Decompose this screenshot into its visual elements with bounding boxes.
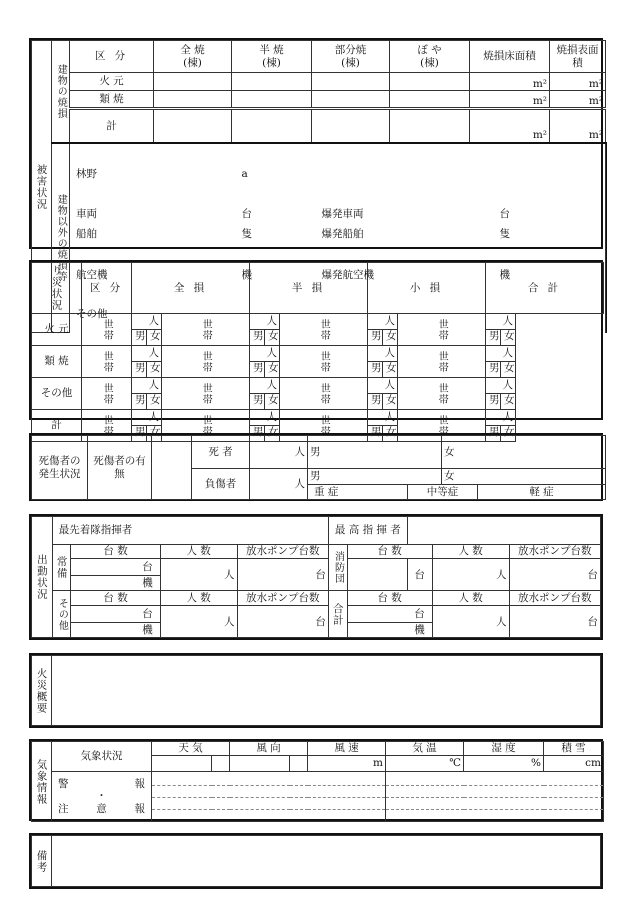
wind-speed-cell[interactable]: m: [308, 756, 386, 772]
regular-aircraft-unit: 機: [135, 576, 160, 591]
regular-people-cell[interactable]: 人: [160, 559, 237, 591]
row-origin-label: 火 元: [70, 73, 154, 91]
male-label: 男: [368, 426, 383, 441]
male-label: 男: [368, 394, 383, 409]
male-label: 男: [250, 426, 265, 441]
bokeya-header: ぼ や (棟): [390, 41, 470, 73]
person-count-cell[interactable]: 人: [250, 410, 280, 426]
bokeya-spread-cell[interactable]: [390, 91, 470, 109]
floor-area-spread-cell[interactable]: m²: [470, 91, 550, 109]
other-aircraft-cell[interactable]: [71, 623, 135, 638]
victims-row-label: 類 焼: [32, 346, 82, 378]
person-count-cell[interactable]: 人: [250, 378, 280, 394]
gender-split-cell[interactable]: [486, 394, 516, 410]
female-label: 女: [150, 394, 161, 406]
person-count-cell[interactable]: 人: [368, 314, 398, 330]
full-burn-spread-cell[interactable]: [154, 91, 232, 109]
household-label: 世帯: [398, 314, 486, 346]
half-burn-header: 半 焼 (棟): [232, 41, 312, 73]
other-pump-header: 放水ポンプ台数: [237, 591, 328, 606]
casualty-table: [31, 435, 606, 500]
female-label: 女: [268, 362, 279, 374]
bokeya-origin-cell[interactable]: [390, 73, 470, 91]
female-label: 女: [504, 426, 515, 438]
exploded-ship-label: 爆発船舶: [321, 228, 364, 241]
injured-label: 負傷者: [192, 469, 250, 500]
bokeya-total-cell[interactable]: [390, 109, 470, 143]
household-label: 世帯: [280, 378, 368, 410]
female-label: 女: [150, 330, 161, 342]
half-loss-header: 半 損: [250, 263, 368, 314]
snow-cell[interactable]: cm: [544, 756, 604, 772]
exploded-ship-unit: 隻: [499, 228, 510, 241]
male-label: 男: [250, 330, 265, 345]
sky-cell-2[interactable]: [212, 756, 230, 772]
other-vehicle-cell[interactable]: [71, 606, 135, 623]
dead-label: 死 者: [192, 436, 250, 469]
household-label: 世帯: [82, 410, 132, 442]
casualty-presence-label: 死傷者の有無: [88, 436, 152, 500]
male-label: 男: [250, 362, 265, 377]
sum-vehicle-cell[interactable]: [347, 606, 407, 623]
dispatch-table: [31, 516, 601, 638]
moderate-label: 中等症: [408, 485, 478, 500]
exploded-vehicle-unit: 台: [499, 208, 510, 221]
weather-col-temp: 気 温: [386, 742, 464, 756]
half-burn-origin-cell[interactable]: [232, 73, 312, 91]
volunteer-label: 消防団: [328, 544, 347, 591]
casualty-presence-cell[interactable]: [152, 436, 192, 500]
person-count-cell[interactable]: 人: [486, 410, 516, 426]
forest-unit: a: [232, 143, 312, 205]
sum-aircraft-cell[interactable]: [347, 623, 407, 638]
female-label: 女: [386, 330, 397, 342]
female-label: 女: [268, 330, 279, 342]
warning-line-2b[interactable]: [386, 786, 604, 798]
ship-label: 船舶: [76, 228, 97, 241]
row-spread-label: 類 焼: [70, 91, 154, 109]
male-label: 男: [486, 362, 501, 377]
aircraft-label: 航空機: [76, 268, 108, 281]
person-count-cell[interactable]: 人: [368, 346, 398, 362]
weather-col-snow: 積 雪: [544, 742, 604, 756]
male-label: 男: [486, 426, 501, 441]
regular-people-header: 人 数: [160, 544, 237, 559]
weather-col-wind-speed: 風 速: [308, 742, 386, 756]
volunteer-vehicle-cell[interactable]: [347, 559, 407, 591]
aircraft-unit: 機: [241, 268, 252, 281]
surface-area-total-cell[interactable]: m²: [550, 109, 606, 143]
gender-split-cell[interactable]: [132, 394, 162, 410]
victims-table: [31, 262, 604, 442]
forest-label: 林野: [70, 143, 232, 205]
other-aircraft-unit: 機: [135, 623, 160, 638]
sum-label: 合計: [328, 591, 347, 638]
victims-row-label: 計: [32, 410, 82, 442]
ship-unit: 隻: [241, 228, 252, 241]
regular-vehicle-cell[interactable]: [71, 559, 135, 576]
male-label: 男: [132, 394, 147, 409]
person-count-cell[interactable]: 人: [368, 378, 398, 394]
female-label: 女: [504, 394, 515, 406]
weather-status-label: 気象状況: [52, 742, 152, 772]
gender-split-cell[interactable]: [132, 330, 162, 346]
weather-col-wind-dir: 風 向: [230, 742, 308, 756]
household-label: 世帯: [280, 314, 368, 346]
partial-burn-header: 部分焼 (棟): [312, 41, 390, 73]
humidity-cell[interactable]: %: [464, 756, 544, 772]
partial-burn-spread-cell[interactable]: [312, 91, 390, 109]
male-label: 男: [368, 362, 383, 377]
victims-row-label: 火 元: [32, 314, 82, 346]
male-label: 男: [486, 394, 501, 409]
other-units-label: その他: [52, 591, 71, 638]
remarks-table: [31, 835, 601, 887]
vehicle-label: 車両: [76, 208, 97, 221]
gender-split-cell[interactable]: [250, 394, 280, 410]
gender-split-cell[interactable]: [368, 362, 398, 378]
casualty-section: [29, 433, 603, 501]
warning-line-4[interactable]: [152, 810, 386, 822]
dead-count-cell[interactable]: 人: [250, 436, 308, 469]
person-count-cell[interactable]: 人: [132, 314, 162, 330]
other-damage-label: 建物以外の焼損等: [52, 143, 70, 333]
remarks-label: 備考: [32, 836, 52, 887]
half-burn-spread-cell[interactable]: [232, 91, 312, 109]
dispatch-section: [29, 514, 603, 640]
temp-cell[interactable]: ℃: [386, 756, 464, 772]
damage-section-label: 被害状況: [32, 41, 52, 333]
dead-male-cell[interactable]: 男: [308, 436, 442, 469]
surface-area-spread-cell[interactable]: m²: [550, 91, 606, 109]
sum-people-cell[interactable]: 人: [432, 606, 509, 638]
warning-line-3[interactable]: [152, 798, 386, 810]
warning-advisory-label: 警 報 ・ 注 意 報: [52, 772, 152, 822]
victims-section-label: り災状況: [32, 263, 82, 314]
household-label: 世帯: [82, 378, 132, 410]
full-burn-origin-cell[interactable]: [154, 73, 232, 91]
partial-burn-total-cell[interactable]: [312, 109, 390, 143]
first-commander-label: 最先着隊指揮者: [52, 517, 328, 545]
casualty-section-label: 死傷者の発生状況: [32, 436, 88, 500]
row-total-label: 計: [70, 109, 154, 143]
forest-sub: [312, 143, 470, 205]
regular-aircraft-cell[interactable]: [71, 576, 135, 591]
person-count-cell[interactable]: 人: [250, 346, 280, 362]
summary-section: [29, 653, 603, 728]
volunteer-count-header: 台 数: [347, 544, 432, 559]
household-label: 世帯: [82, 314, 132, 346]
household-label: 世帯: [398, 378, 486, 410]
household-label: 世帯: [398, 410, 486, 442]
sum-count-header: 台 数: [347, 591, 432, 606]
sum-aircraft-unit: 機: [407, 623, 432, 638]
female-label: 女: [150, 362, 161, 374]
victims-category-header: 区 分: [82, 263, 132, 314]
half-burn-total-cell[interactable]: [232, 109, 312, 143]
other-people-cell[interactable]: 人: [160, 606, 237, 638]
gender-split-cell[interactable]: [250, 330, 280, 346]
victims-row-label: その他: [32, 378, 82, 410]
regular-vehicle-unit: 台: [135, 559, 160, 576]
sum-people-header: 人 数: [432, 591, 509, 606]
small-loss-header: 小 損: [368, 263, 486, 314]
gender-split-cell[interactable]: [486, 362, 516, 378]
warning-line-2[interactable]: [152, 786, 386, 798]
female-label: 女: [386, 426, 397, 438]
category-header: 区 分: [70, 41, 154, 73]
partial-burn-origin-cell[interactable]: [312, 73, 390, 91]
female-label: 女: [386, 362, 397, 374]
gender-split-cell[interactable]: [368, 394, 398, 410]
regular-count-header: 台 数: [71, 544, 160, 559]
household-label: 世帯: [162, 378, 250, 410]
person-count-cell[interactable]: 人: [132, 410, 162, 426]
household-label: 世帯: [82, 346, 132, 378]
other-vehicle-unit: 台: [135, 606, 160, 623]
floor-area-header: 焼損床面積: [470, 41, 550, 73]
male-label: 男: [132, 330, 147, 345]
wind-dir-cell-2[interactable]: [290, 756, 308, 772]
severe-label: 重 症: [308, 485, 408, 500]
warning-line-3b[interactable]: [386, 798, 604, 810]
gender-split-cell[interactable]: [250, 362, 280, 378]
surface-area-origin-cell[interactable]: m²: [550, 73, 606, 91]
remarks-text-area[interactable]: [52, 836, 601, 887]
person-count-cell[interactable]: 人: [250, 314, 280, 330]
male-label: 男: [250, 394, 265, 409]
floor-area-origin-cell[interactable]: m²: [470, 73, 550, 91]
female-label: 女: [504, 362, 515, 374]
sum-vehicle-unit: 台: [407, 606, 432, 623]
exploded-aircraft-label: 爆発航空機: [321, 268, 374, 281]
exploded-vehicle-label: 爆発車両: [321, 208, 364, 221]
summary-text-area[interactable]: [52, 656, 601, 726]
volunteer-pump-header: 放水ポンプ台数: [509, 544, 600, 559]
household-label: 世帯: [162, 410, 250, 442]
volunteer-vehicle-unit: 台: [407, 559, 432, 591]
female-label: 女: [268, 426, 279, 438]
injured-male-cell[interactable]: 男: [308, 469, 442, 485]
male-label: 男: [132, 426, 147, 441]
volunteer-people-header: 人 数: [432, 544, 509, 559]
forest-sub-unit: [470, 143, 606, 205]
dead-female-cell[interactable]: 女: [442, 436, 606, 469]
victims-section: [29, 260, 603, 438]
total-header: 合 計: [486, 263, 604, 314]
person-count-cell[interactable]: 人: [486, 378, 516, 394]
male-label: 男: [368, 330, 383, 345]
weather-col-sky: 天 気: [152, 742, 230, 756]
light-label: 軽 症: [478, 485, 606, 500]
surface-area-header: 焼損表面積: [550, 41, 606, 73]
warning-line-1[interactable]: [152, 772, 386, 786]
sky-cell[interactable]: [152, 756, 212, 772]
full-burn-total-cell[interactable]: [154, 109, 232, 143]
top-commander-cell[interactable]: [407, 517, 600, 545]
female-label: 女: [268, 394, 279, 406]
floor-area-total-cell[interactable]: m²: [470, 109, 550, 143]
regular-pump-header: 放水ポンプ台数: [237, 544, 328, 559]
female-label: 女: [150, 426, 161, 438]
regular-pump-cell[interactable]: 台: [237, 559, 328, 591]
building-damage-label: 建物の焼損: [52, 41, 70, 143]
female-label: 女: [386, 394, 397, 406]
full-burn-header: 全 焼 (棟): [154, 41, 232, 73]
male-label: 男: [132, 362, 147, 377]
household-label: 世帯: [162, 314, 250, 346]
weather-section-label: 気象情報: [32, 742, 52, 822]
other-people-header: 人 数: [160, 591, 237, 606]
summary-label: 火災概要: [32, 656, 52, 726]
gender-split-cell[interactable]: [486, 330, 516, 346]
other-pump-cell[interactable]: 台: [237, 606, 328, 638]
total-loss-header: 全 損: [132, 263, 250, 314]
summary-table: [31, 655, 601, 726]
weather-section: [29, 739, 603, 821]
person-count-cell[interactable]: 人: [486, 314, 516, 330]
male-label: 男: [486, 330, 501, 345]
regular-label: 常備: [52, 544, 71, 591]
injured-count-cell[interactable]: 人: [250, 469, 308, 500]
household-label: 世帯: [280, 410, 368, 442]
gender-split-cell[interactable]: [368, 330, 398, 346]
injured-female-cell[interactable]: 女: [442, 469, 606, 485]
household-label: 世帯: [162, 346, 250, 378]
volunteer-people-cell[interactable]: 人: [432, 559, 509, 591]
person-count-cell[interactable]: 人: [132, 346, 162, 362]
wind-dir-cell[interactable]: [230, 756, 290, 772]
volunteer-pump-cell[interactable]: 台: [509, 559, 600, 591]
household-label: 世帯: [280, 346, 368, 378]
person-count-cell[interactable]: 人: [368, 410, 398, 426]
weather-col-humidity: 湿 度: [464, 742, 544, 756]
other-item-label: その他: [76, 307, 108, 320]
vehicle-unit: 台: [241, 208, 252, 221]
exploded-aircraft-unit: 機: [499, 268, 510, 281]
weather-table: [31, 741, 604, 822]
warning-line-1b[interactable]: [386, 772, 604, 786]
gender-split-cell[interactable]: [132, 362, 162, 378]
sum-pump-header: 放水ポンプ台数: [509, 591, 600, 606]
sum-pump-cell[interactable]: 台: [509, 606, 600, 638]
household-label: 世帯: [398, 346, 486, 378]
other-count-header: 台 数: [71, 591, 160, 606]
female-label: 女: [504, 330, 515, 342]
dispatch-section-label: 出動状況: [32, 517, 53, 638]
warning-line-4b[interactable]: [386, 810, 604, 822]
top-commander-label: 最 高 指 揮 者: [328, 517, 407, 545]
remarks-section: [29, 833, 603, 889]
person-count-cell[interactable]: 人: [486, 346, 516, 362]
person-count-cell[interactable]: 人: [132, 378, 162, 394]
